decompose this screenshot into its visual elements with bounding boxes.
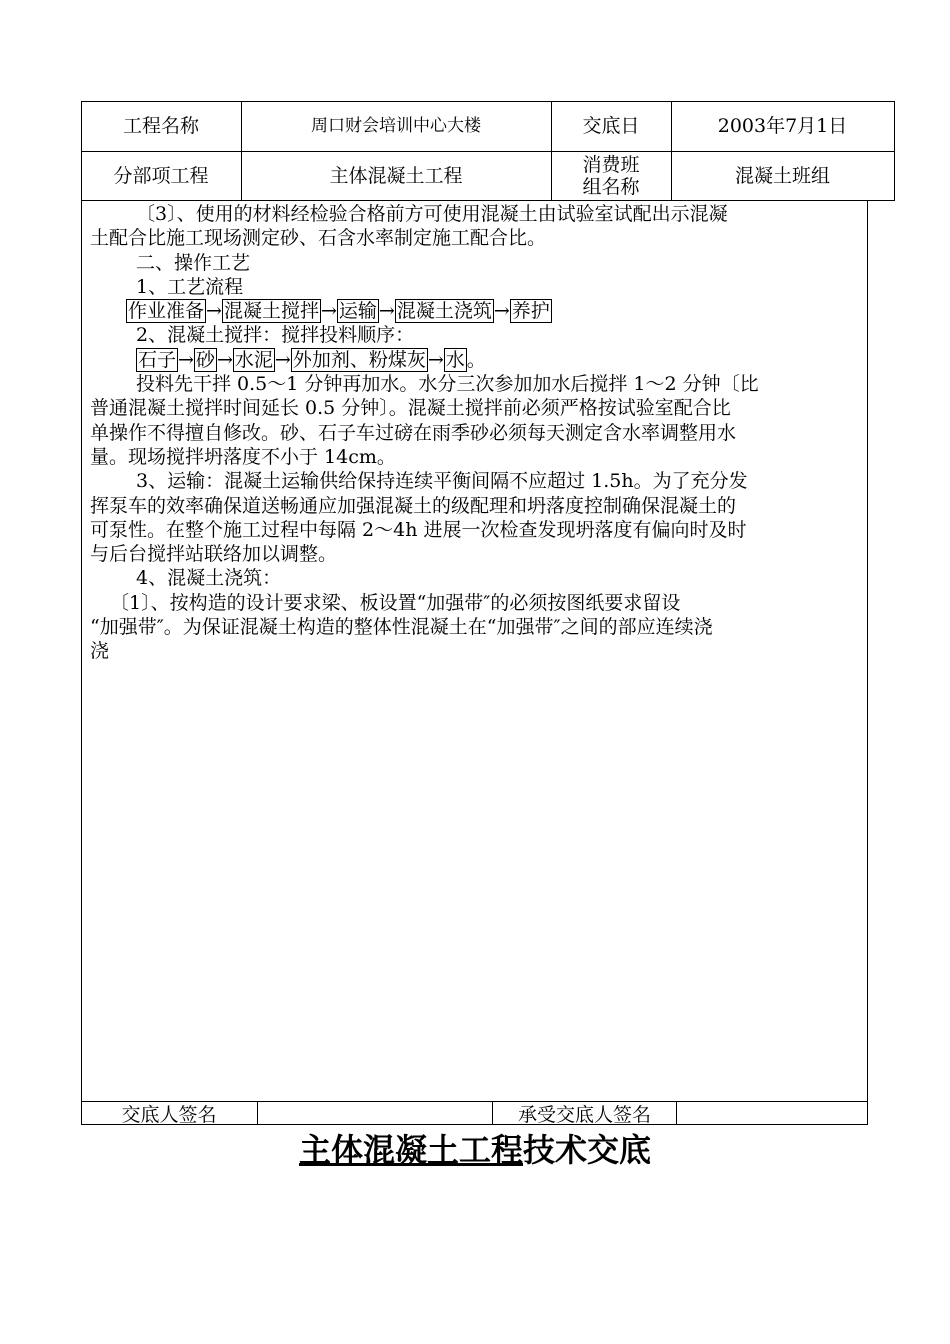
arrow-icon: → [274,348,291,371]
para-materials-2: 土配合比施工现场测定砂、石含水率制定施工配合比。 [90,227,547,250]
feed-step: 水泥 [234,348,273,371]
document-title [0,1128,950,1172]
giver-signature-field[interactable] [258,1101,492,1125]
date-value: 2003年7月1日 [717,115,848,137]
para-mixing-4: 量。现场搅拌坍落度不小于 14cm。 [90,445,396,468]
project-name-label: 工程名称 [122,115,199,137]
content-right-border [867,200,868,1125]
para-mixing-1: 投料先干拌 0.5～1 分钟再加水。水分三次参加加水后搅拌 1～2 分钟〔比 [136,373,759,396]
para-materials-1: 〔3〕、使用的材料经检验合格前方可使用混凝土由试验室试配出示混凝 [136,203,728,225]
para-transport-3: 可泵性。在整个施工过程中每隔 2～4h 进展一次检查发现坍落度有偏向时及时 [90,518,747,541]
flow-step: 作业准备 [128,300,205,323]
flow-diagram-feeding-order [90,348,862,372]
para-transport-1: 3、运输：混凝土运输供给保持连续平衡间隔不应超过 1.5h。为了充分发 [136,470,748,493]
giver-signature-label: 交底人签名 [121,1103,217,1126]
feed-step: 石子 [138,348,177,371]
para-pouring-2: “加强带″。为保证混凝土构造的整体性混凝土在“加强带″之间的部应连续浇 [90,616,713,639]
document-title-project: 主体混凝土工程 [298,1131,523,1169]
para-mixing-3: 单操作不得擅自修改。砂、石子车过磅在雨季砂必须每天测定含水率调整用水 [90,421,737,444]
section-process-flow: 1、工艺流程 [136,275,244,298]
para-transport-4: 与后台搅拌站联络加以调整。 [90,543,338,566]
section-mixing: 2、混凝土搅拌：搅拌投料顺序： [136,324,415,347]
feed-step: 砂 [195,348,215,371]
flow-step: 混凝土搅拌 [223,300,319,323]
sub-project-value: 主体混凝土工程 [329,164,463,187]
receiver-signature-field[interactable] [677,1101,867,1125]
date-label: 交底日 [582,115,640,137]
para-mixing-2: 普通混凝土搅拌时间延长 0.5 分钟〕。混凝土搅拌前必须严格按试验室配合比 [90,397,731,420]
para-pouring-1: 〔1〕、按构造的设计要求梁、板设置“加强带″的必须按图纸要求留设 [110,591,681,614]
header-right-border [894,101,895,201]
team-name-label-line2: 组名称 [582,175,640,198]
team-name-label [551,151,671,200]
section-pouring: 4、混凝土浇筑： [136,567,282,590]
para-transport-2: 挥泵车的效率确保道送畅通应加强混凝土的级配理和坍落度控制确保混凝土的 [90,494,737,517]
section-operation-process: 二、操作工艺 [136,251,251,274]
flow-step: 养护 [511,300,550,323]
arrow-icon: → [320,300,337,323]
flow-step: 混凝土浇筑 [396,300,492,323]
arrow-icon: → [178,348,194,371]
flow-end-mark: 。 [466,348,486,371]
content-body [90,202,862,664]
arrow-icon: → [206,300,222,323]
project-name-value: 周口财会培训中心大楼 [311,116,481,136]
arrow-icon: → [216,348,233,371]
team-name-label-line1: 消费班 [582,153,640,176]
para-pouring-3: 浇 [90,640,110,663]
team-name-value: 混凝土班组 [734,164,830,187]
content-left-border [81,200,82,1125]
header-bottom-border [81,200,895,201]
arrow-icon: → [493,300,510,323]
feed-step: 外加剂、粉煤灰 [292,348,426,371]
arrow-icon: → [427,348,444,371]
document-title-suffix: 技术交底 [523,1131,652,1169]
flow-diagram-process [90,299,862,323]
sub-project-label: 分部项工程 [113,164,209,187]
feed-step: 水 [445,348,465,371]
arrow-icon: → [378,300,395,323]
receiver-signature-label: 承受交底人签名 [517,1103,651,1126]
flow-step: 运输 [338,300,377,323]
